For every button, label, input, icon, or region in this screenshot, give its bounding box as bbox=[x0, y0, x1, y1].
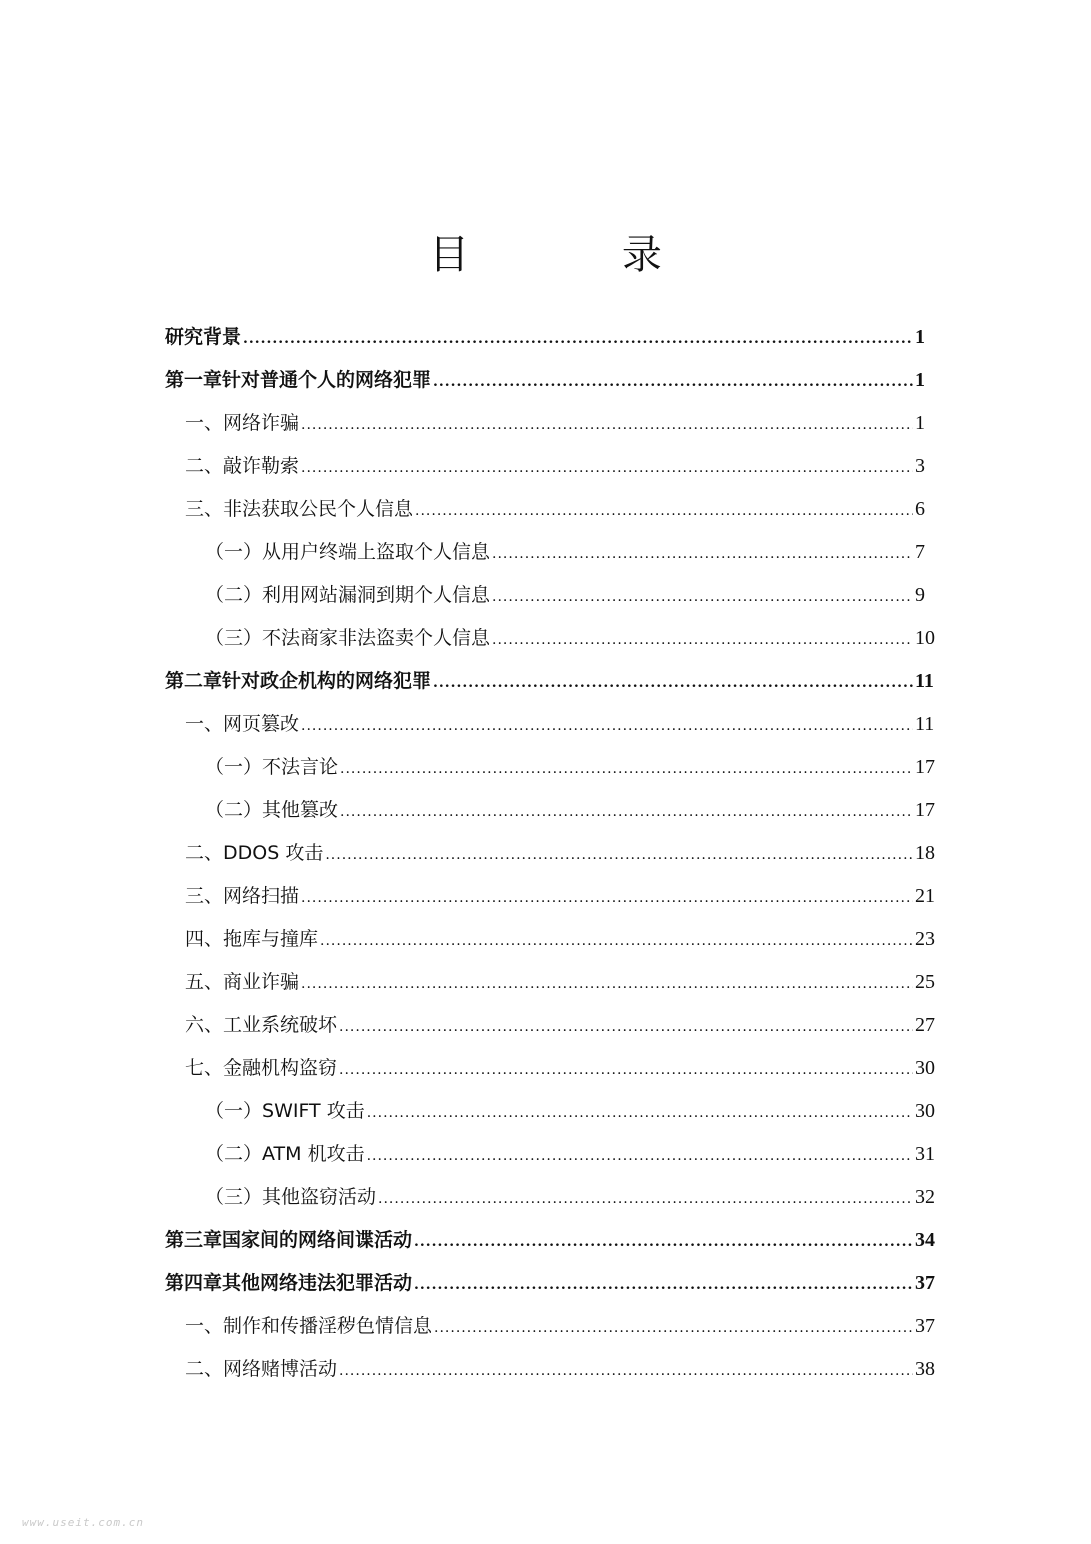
toc-entry[interactable] bbox=[165, 832, 935, 875]
toc-entry-number: 二、 bbox=[185, 1358, 224, 1380]
toc-entry[interactable] bbox=[165, 359, 925, 402]
toc-entry-number: 三、 bbox=[185, 498, 224, 520]
toc-entry-number: （一） bbox=[205, 1100, 263, 1122]
toc-entry[interactable] bbox=[165, 703, 935, 746]
toc-entry-page-number: 10 bbox=[915, 627, 935, 649]
toc-dot-leader bbox=[414, 1264, 913, 1307]
toc-entry-title: 不法言论 bbox=[262, 756, 339, 778]
toc-entry-title: DDOS 攻击 bbox=[223, 842, 324, 864]
toc-entry[interactable] bbox=[165, 1090, 935, 1133]
toc-entry-number: 第二章 bbox=[165, 670, 223, 692]
watermark: www.useit.com.cn bbox=[22, 1516, 144, 1529]
toc-entry-number: 二、 bbox=[185, 455, 224, 477]
toc-entry-page-number: 18 bbox=[915, 842, 935, 864]
toc-entry-page-number: 6 bbox=[915, 498, 925, 520]
toc-dot-leader bbox=[492, 576, 913, 619]
toc-entry[interactable] bbox=[165, 961, 935, 1004]
toc-entry-page-number: 21 bbox=[915, 885, 935, 907]
toc-dot-leader bbox=[339, 1350, 913, 1393]
toc-entry-page-number: 1 bbox=[915, 369, 925, 391]
toc-entry-number: （一） bbox=[205, 541, 263, 563]
toc-dot-leader bbox=[340, 748, 913, 791]
toc-entry[interactable] bbox=[165, 918, 935, 961]
toc-entry-page-number: 37 bbox=[915, 1272, 935, 1294]
toc-entry-title: 针对政企机构的网络犯罪 bbox=[222, 670, 432, 692]
toc-dot-leader bbox=[301, 877, 913, 920]
toc-entry-number: 一、 bbox=[185, 713, 224, 735]
toc-entry-title: 国家间的网络间谍活动 bbox=[222, 1229, 413, 1251]
toc-entry-number: （二） bbox=[205, 1143, 263, 1165]
toc-dot-leader bbox=[301, 404, 913, 447]
toc-entry-number: 五、 bbox=[185, 971, 224, 993]
toc-entry-title: 网络赌博活动 bbox=[223, 1358, 338, 1380]
toc-entry[interactable] bbox=[165, 574, 925, 617]
toc-entry-page-number: 23 bbox=[915, 928, 935, 950]
toc-entry-number: 二、 bbox=[185, 842, 224, 864]
toc-entry[interactable] bbox=[165, 789, 935, 832]
toc-entry-title: 其他网络违法犯罪活动 bbox=[222, 1272, 413, 1294]
toc-entry-title: 研究背景 bbox=[165, 326, 242, 348]
toc-dot-leader bbox=[367, 1092, 913, 1135]
toc-entry[interactable] bbox=[165, 1219, 935, 1262]
toc-entry-title: 拖库与撞库 bbox=[223, 928, 319, 950]
toc-dot-leader bbox=[367, 1135, 913, 1178]
toc-entry-title: 针对普通个人的网络犯罪 bbox=[222, 369, 432, 391]
toc-entry-number: 一、 bbox=[185, 412, 224, 434]
toc-entry[interactable] bbox=[165, 531, 925, 574]
toc-entry-page-number: 38 bbox=[915, 1358, 935, 1380]
toc-entry-page-number: 25 bbox=[915, 971, 935, 993]
toc-entry-page-number: 34 bbox=[915, 1229, 935, 1251]
toc-entry-page-number: 3 bbox=[915, 455, 925, 477]
toc-dot-leader bbox=[325, 834, 913, 877]
toc-entry-number: 第四章 bbox=[165, 1272, 223, 1294]
toc-entry-page-number: 17 bbox=[915, 756, 935, 778]
toc-entry-title: 利用网站漏洞到期个人信息 bbox=[262, 584, 491, 606]
toc-entry[interactable] bbox=[165, 316, 925, 359]
toc-entry[interactable] bbox=[165, 488, 925, 531]
toc-entry-title: 非法获取公民个人信息 bbox=[223, 498, 414, 520]
toc-dot-leader bbox=[301, 963, 913, 1006]
toc-dot-leader bbox=[434, 1307, 913, 1350]
toc-dot-leader bbox=[339, 1049, 913, 1092]
toc-entry[interactable] bbox=[165, 617, 935, 660]
toc-entry-title: SWIFT 攻击 bbox=[262, 1100, 365, 1122]
toc-entry-number: 第一章 bbox=[165, 369, 223, 391]
toc-entry-page-number: 11 bbox=[915, 713, 935, 735]
toc-entry[interactable] bbox=[165, 402, 925, 445]
toc-entry-title: 金融机构盗窃 bbox=[223, 1057, 338, 1079]
toc-entry[interactable] bbox=[165, 1348, 935, 1391]
toc-entry[interactable] bbox=[165, 1133, 935, 1176]
toc-entry-number: 一、 bbox=[185, 1315, 224, 1337]
toc-entry-page-number: 11 bbox=[915, 670, 934, 692]
toc-dot-leader bbox=[378, 1178, 913, 1221]
toc-entry[interactable] bbox=[165, 1176, 935, 1219]
toc-entry-page-number: 9 bbox=[915, 584, 925, 606]
toc-dot-leader bbox=[243, 318, 913, 361]
toc-entry-page-number: 1 bbox=[915, 326, 925, 348]
toc-entry-title: 不法商家非法盗卖个人信息 bbox=[262, 627, 491, 649]
toc-entry-page-number: 17 bbox=[915, 799, 935, 821]
toc-entry[interactable] bbox=[165, 746, 935, 789]
toc-dot-leader bbox=[320, 920, 913, 963]
toc-entry-title: 网页篡改 bbox=[223, 713, 300, 735]
toc-entry[interactable] bbox=[165, 1305, 935, 1348]
toc-entry-page-number: 37 bbox=[915, 1315, 935, 1337]
toc-entry-number: （三） bbox=[205, 627, 263, 649]
toc-entry-number: 四、 bbox=[185, 928, 224, 950]
toc-dot-leader bbox=[492, 619, 913, 662]
toc-entry-page-number: 30 bbox=[915, 1100, 935, 1122]
toc-entry-number: （二） bbox=[205, 799, 263, 821]
toc-dot-leader bbox=[301, 705, 913, 748]
toc-dot-leader bbox=[415, 490, 913, 533]
toc-entry[interactable] bbox=[165, 1004, 935, 1047]
toc-entry-title: ATM 机攻击 bbox=[262, 1143, 365, 1165]
toc-entry-title: 其他盗窃活动 bbox=[262, 1186, 377, 1208]
toc-entry-number: 三、 bbox=[185, 885, 224, 907]
table-of-contents bbox=[165, 316, 935, 1391]
toc-entry-title: 商业诈骗 bbox=[223, 971, 300, 993]
toc-dot-leader bbox=[414, 1221, 913, 1264]
toc-dot-leader bbox=[492, 533, 913, 576]
toc-dot-leader bbox=[339, 1006, 913, 1049]
page-title: 目 录 bbox=[429, 231, 732, 278]
toc-entry-title: 制作和传播淫秽色情信息 bbox=[223, 1315, 433, 1337]
toc-entry-number: 六、 bbox=[185, 1014, 224, 1036]
toc-entry-title: 其他篡改 bbox=[262, 799, 339, 821]
toc-dot-leader bbox=[301, 447, 913, 490]
toc-entry-page-number: 1 bbox=[915, 412, 925, 434]
toc-entry[interactable] bbox=[165, 1047, 935, 1090]
toc-entry-page-number: 27 bbox=[915, 1014, 935, 1036]
toc-entry-title: 网络扫描 bbox=[223, 885, 300, 907]
toc-entry-page-number: 7 bbox=[915, 541, 925, 563]
toc-entry-number: 七、 bbox=[185, 1057, 224, 1079]
toc-dot-leader bbox=[433, 662, 913, 705]
toc-entry-number: （二） bbox=[205, 584, 263, 606]
toc-entry-page-number: 32 bbox=[915, 1186, 935, 1208]
toc-entry-number: （三） bbox=[205, 1186, 263, 1208]
toc-entry[interactable] bbox=[165, 445, 925, 488]
toc-dot-leader bbox=[340, 791, 913, 834]
toc-entry[interactable] bbox=[165, 875, 935, 918]
toc-entry-page-number: 31 bbox=[915, 1143, 935, 1165]
toc-entry-number: 第三章 bbox=[165, 1229, 223, 1251]
toc-entry-title: 敲诈勒索 bbox=[223, 455, 300, 477]
toc-entry-page-number: 30 bbox=[915, 1057, 935, 1079]
toc-entry[interactable] bbox=[165, 660, 934, 703]
toc-entry-title: 工业系统破坏 bbox=[223, 1014, 338, 1036]
toc-entry[interactable] bbox=[165, 1262, 935, 1305]
toc-entry-number: （一） bbox=[205, 756, 263, 778]
toc-entry-title: 从用户终端上盗取个人信息 bbox=[262, 541, 491, 563]
toc-dot-leader bbox=[433, 361, 913, 404]
toc-entry-title: 网络诈骗 bbox=[223, 412, 300, 434]
